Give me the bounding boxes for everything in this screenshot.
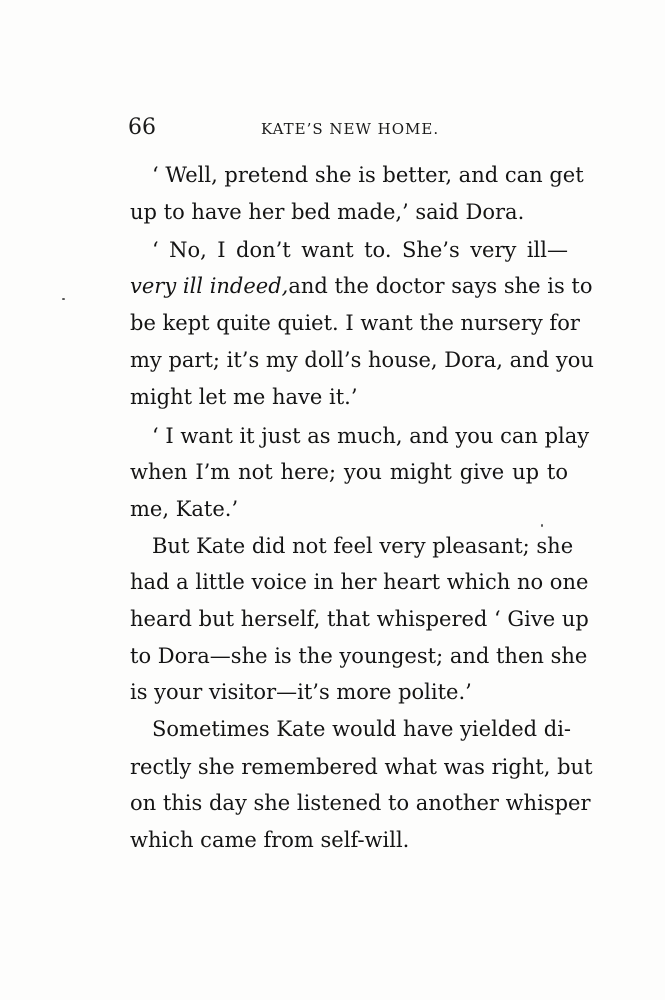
text-line-mixed [130,273,593,299]
scan-speck [541,524,543,527]
text-line: to Dora—she is the youngest; and then she [130,644,588,668]
text-line: me, Kate.’ [130,497,239,521]
text-line: be kept quite quiet. I want the nursery for [130,311,580,335]
text-line: But Kate did not feel very pleasant; she [152,534,574,558]
text-line-continuation: and the doctor says she is to [288,274,593,298]
text-line: on this day she listened to another whisper [130,791,591,815]
text-line: ‘ I want it just as much, and you can play [152,424,590,448]
scan-speck [62,298,65,300]
text-line: rectly she remembered what was right, but [130,755,593,779]
text-line: ‘ Well, pretend she is better, and can get [152,163,584,187]
text-line: my part; it’s my doll’s house, Dora, and you [130,348,594,372]
text-line: had a little voice in her heart which no one [130,570,589,594]
text-line: which came from self-will. [130,828,410,852]
page-number: 66 [128,115,156,140]
text-line: is your visitor—it’s more polite.’ [130,680,472,704]
italic-emphasis: very ill indeed, [130,274,289,298]
text-line: Sometimes Kate would have yielded di- [152,717,572,741]
text-line: ‘ No, I don’t want to. She’s very ill— [152,238,568,262]
page-header [128,115,568,145]
text-line: heard but herself, that whispered ‘ Give up [130,607,589,631]
text-line: when I’m not here; you might give up to [130,460,568,484]
text-line: up to have her bed made,’ said Dora. [130,200,525,224]
running-title: KATE’S NEW HOME. [261,120,440,138]
text-line: might let me have it.’ [130,385,358,409]
